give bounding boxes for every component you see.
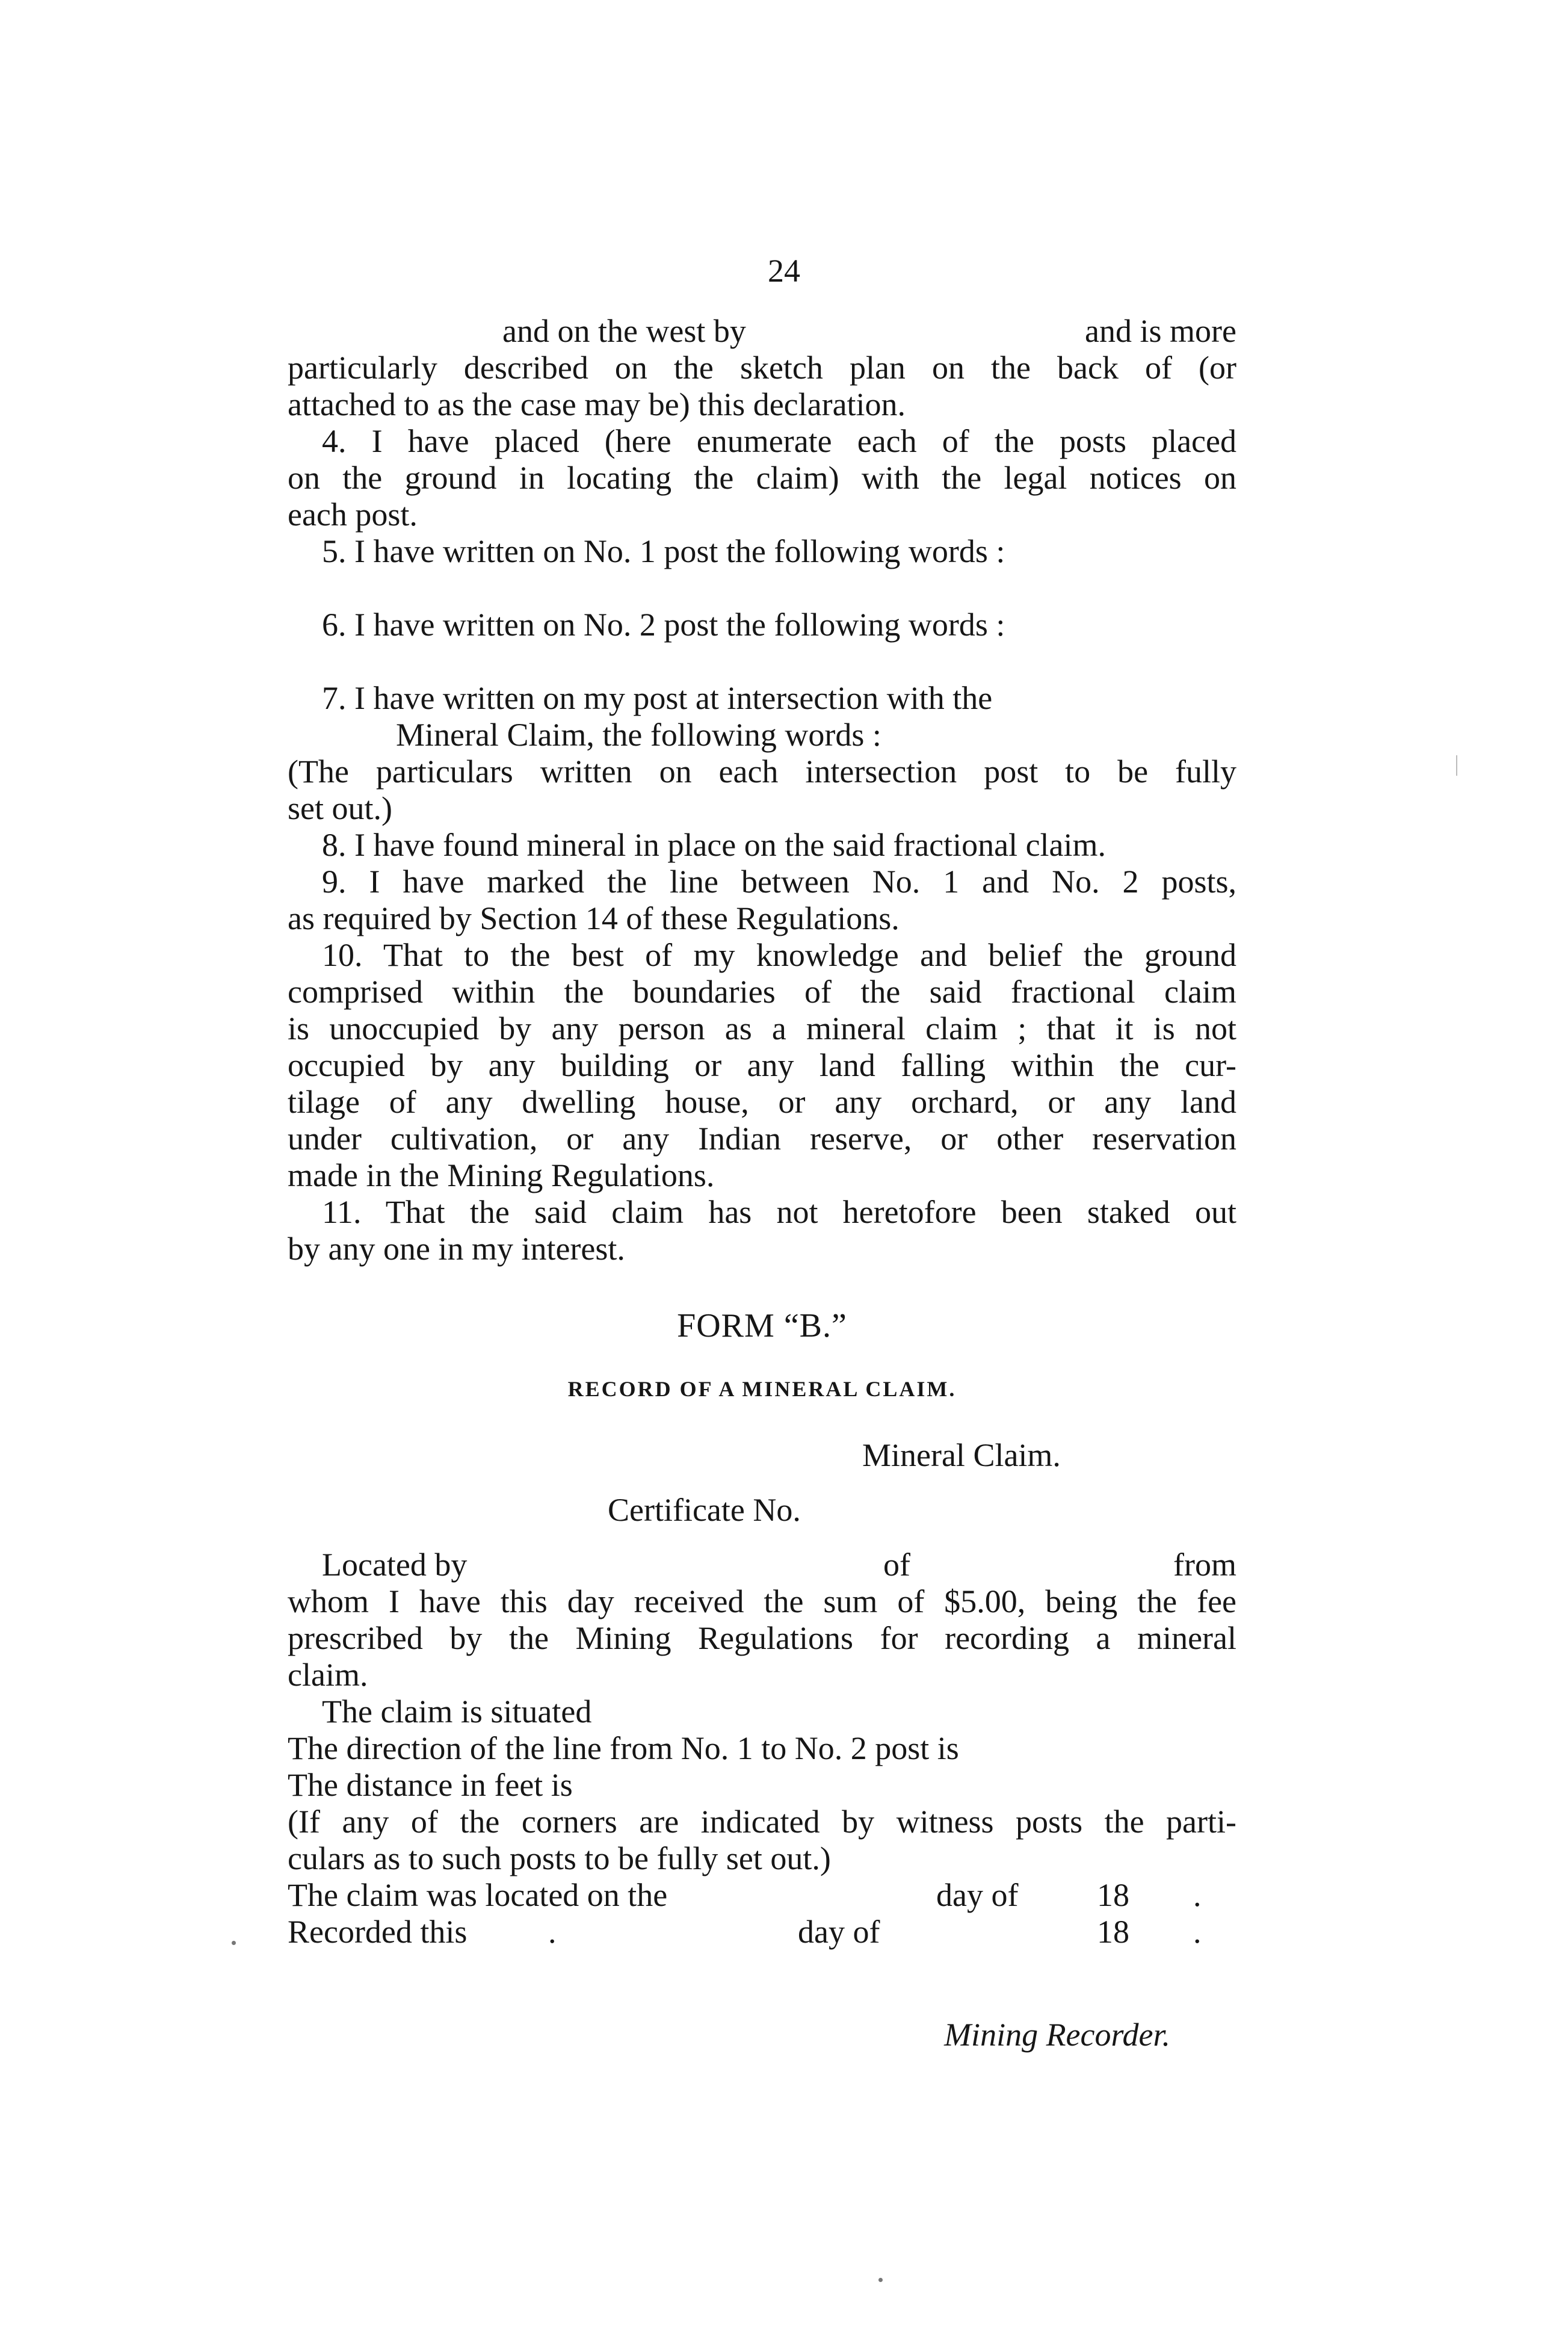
clause-10: 10. That to the best of my knowledge and belief the ground xyxy=(322,937,1236,973)
text-line: (The particulars written on each intersection post to be fully xyxy=(288,753,1236,790)
located-on-label: The claim was located on the xyxy=(288,1877,668,1913)
claim-situated: The claim is situated xyxy=(322,1693,592,1730)
text-line: is unoccupied by any person as a mineral claim ; that it is not xyxy=(288,1010,1236,1047)
line-west-boundary xyxy=(288,313,1236,350)
clause-7: 7. I have written on my post at intersection with the xyxy=(322,680,993,716)
fee-line: whom I have this day received the sum of $5.00, being the fee xyxy=(288,1583,1236,1619)
year-label: 18 xyxy=(1097,1877,1129,1913)
recorded-mark: . xyxy=(548,1914,557,1950)
located-on-line xyxy=(288,1877,1236,1914)
text-line: made in the Mining Regulations. xyxy=(288,1157,715,1193)
fee-line: prescribed by the Mining Regulations for recording a mineral xyxy=(288,1620,1236,1656)
clause-11: 11. That the said claim has not heretofore been staked out xyxy=(322,1194,1236,1230)
page-number: 24 xyxy=(768,253,800,289)
text-line: comprised within the boundaries of the said fractional claim xyxy=(288,974,1236,1010)
located-by-line xyxy=(288,1547,1236,1583)
scan-speck xyxy=(878,2278,883,2282)
period-mark: . xyxy=(1193,1914,1202,1950)
witness-note: culars as to such posts to be fully set out.) xyxy=(288,1840,831,1876)
text-line: Mineral Claim, the following words : xyxy=(396,717,881,753)
clause-4: 4. I have placed (here enumerate each of the posts placed xyxy=(322,423,1236,459)
line-direction: The direction of the line from No. 1 to No. 2 post is xyxy=(288,1730,959,1766)
witness-note: (If any of the corners are indicated by witness posts the parti- xyxy=(288,1804,1236,1840)
clause-9: 9. I have marked the line between No. 1 and No. 2 posts, xyxy=(322,864,1236,900)
signature-line xyxy=(288,2017,1236,2053)
text-line: set out.) xyxy=(288,790,392,826)
scan-speck xyxy=(232,1941,236,1945)
year-label: 18 xyxy=(1097,1914,1129,1950)
text-line: by any one in my interest. xyxy=(288,1231,625,1267)
of-label: of xyxy=(883,1547,910,1583)
text-line: on the ground in locating the claim) with the legal notices on xyxy=(288,460,1236,496)
day-of-label: day of xyxy=(936,1877,1019,1913)
clause-6: 6. I have written on No. 2 post the following words : xyxy=(322,607,1005,643)
text-line: each post. xyxy=(288,496,418,533)
recorded-label: Recorded this xyxy=(288,1914,468,1950)
located-by-label: Located by xyxy=(322,1547,468,1583)
declaration-text xyxy=(288,313,1236,2053)
distance-feet: The distance in feet is xyxy=(288,1767,573,1803)
form-title: FORM “B.” xyxy=(677,1307,847,1344)
mineral-claim-line xyxy=(288,1437,1236,1474)
from-label: from xyxy=(1173,1547,1236,1583)
clause-5: 5. I have written on No. 1 post the following words : xyxy=(322,533,1005,569)
period-mark: . xyxy=(1193,1877,1202,1913)
mining-recorder-label: Mining Recorder. xyxy=(944,2017,1170,2053)
text-line: tilage of any dwelling house, or any orchard, or any land xyxy=(288,1084,1236,1120)
fee-line: claim. xyxy=(288,1657,368,1693)
certificate-line xyxy=(288,1492,1236,1529)
and-is-more-text: and is more xyxy=(1085,313,1236,349)
text-line: as required by Section 14 of these Regulations. xyxy=(288,900,900,936)
form-subtitle: RECORD OF A MINERAL CLAIM. xyxy=(567,1377,957,1401)
recorded-line xyxy=(288,1914,1236,1950)
clause-8: 8. I have found mineral in place on the said fractional claim. xyxy=(322,827,1107,863)
scan-mark xyxy=(1456,755,1457,776)
text-line: particularly described on the sketch plan on the back of (or xyxy=(288,350,1236,386)
west-by-text: and on the west by xyxy=(502,313,746,349)
mineral-claim-label: Mineral Claim. xyxy=(862,1437,1061,1473)
text-line: attached to as the case may be) this declaration. xyxy=(288,386,906,422)
certificate-label: Certificate No. xyxy=(608,1492,801,1528)
text-line: under cultivation, or any Indian reserve, or other reservation xyxy=(288,1121,1236,1157)
text-line: occupied by any building or any land falling within the cur- xyxy=(288,1047,1236,1083)
day-of-label: day of xyxy=(798,1914,880,1950)
